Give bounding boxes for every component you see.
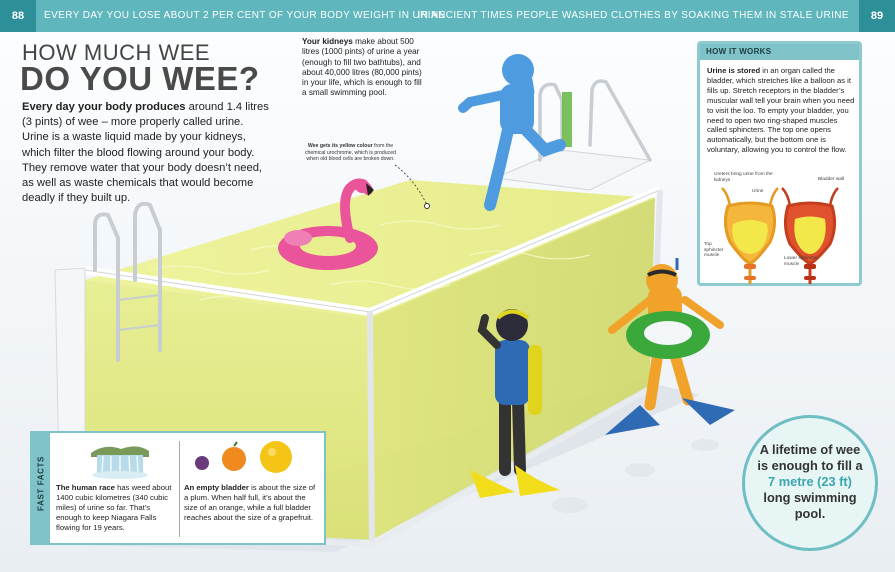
- label-top-sphincter: Top sphincter muscle: [704, 242, 724, 259]
- page-number-left: 88: [0, 0, 36, 32]
- label-ureters: Ureters bring urine from the kidneys: [714, 172, 773, 183]
- kidneys-paragraph: [302, 37, 427, 99]
- fast-fact-2-body: is about the size of a plum. When half full, it’s about the size of an orange, while a full bladder reaches about the size of a grapefruit.: [184, 483, 316, 522]
- kidneys-lead: Your kidneys: [302, 37, 353, 46]
- how-it-works-body: in an organ called the bladder, which stretches like a balloon as it fills up. Stretch receptors in the bladder’s muscular wall tell your brain when you need to visit the loo. To empty your bladder, you need to open two ring-shaped muscles called sphincters. The top one opens automatically, but the bottom one is voluntary, allowing you to control the flow.: [707, 66, 855, 155]
- callout-highlight: 7 metre (23 ft): [768, 474, 852, 489]
- intro-body: around 1.4 litres (3 pints) of wee – more properly called urine. Urine is a waste liquid made by your kidneys, which filter the blood flowing around your body. They remove water that your body doesn’t need, as well as waste chemicals that would become deadly if they built up.: [22, 101, 269, 205]
- yellow-colour-note: [302, 143, 399, 163]
- fast-fact-1-body: has weed about 1400 cubic kilometres (340 cubic miles) of urine so far. That’s enough to keep Niagara Falls flowing for 19 years.: [56, 483, 172, 532]
- header-fact-left: EVERY DAY YOU LOSE ABOUT 2 PER CENT OF YOUR BODY WEIGHT IN URINE: [44, 10, 446, 21]
- label-lower-sphincter: Lower sphincter muscle: [784, 256, 818, 267]
- label-bladder-wall: Bladder wall: [818, 177, 845, 182]
- header-fact-right: IN ANCIENT TIMES PEOPLE WASHED CLOTHES BY SOAKING THEM IN STALE URINE: [417, 10, 849, 21]
- intro-paragraph: [22, 100, 272, 206]
- grapefruit-icon: [260, 441, 292, 473]
- fast-fact-1: [56, 483, 174, 533]
- bladder-diagram-icon: [700, 184, 859, 286]
- how-it-works-text: [707, 66, 857, 155]
- how-it-works-heading: HOW IT WORKS: [700, 44, 859, 60]
- niagara-falls-icon: [87, 439, 153, 479]
- kidneys-body: make about 500 litres (1000 pints) of urine a year (enough to fill two bathtubs), and about 40,000 litres (80,000 pints) in your life, which is enough to fill a small swimming pool.: [302, 37, 422, 98]
- fast-fact-2: [184, 483, 318, 523]
- page-title-line1: HOW MUCH WEE: [22, 40, 211, 65]
- intro-lead: Every day your body produces: [22, 101, 186, 113]
- plum-icon: [195, 456, 209, 470]
- fast-fact-2-lead: An empty bladder: [184, 483, 249, 492]
- how-it-works-box: [697, 41, 862, 286]
- fast-facts-tab-label: FAST FACTS: [36, 456, 46, 511]
- bladder-size-fruits: [190, 437, 300, 479]
- callout-pre: A lifetime of wee is enough to fill a: [757, 442, 863, 473]
- how-it-works-lead: Urine is stored: [707, 66, 761, 75]
- orange-icon: [222, 447, 246, 471]
- page-title-line2: DO YOU WEE?: [20, 60, 260, 97]
- lifetime-callout: [742, 415, 878, 551]
- page-number-right: 89: [859, 0, 895, 32]
- fast-facts-divider: [179, 441, 180, 537]
- yellow-note-lead: Wee gets its yellow colour: [307, 143, 373, 149]
- wet-footprints: [552, 439, 719, 513]
- callout-post: long swimming pool.: [763, 490, 857, 521]
- fast-facts-box: [30, 431, 326, 545]
- label-urine: Urine: [752, 189, 764, 194]
- fast-fact-1-lead: The human race: [56, 483, 115, 492]
- callout-text: [753, 442, 867, 522]
- yellow-note-body: from the chemical urochrome, which is produced when old blood cells are broken down.: [304, 143, 397, 162]
- fast-facts-tab: [32, 433, 50, 543]
